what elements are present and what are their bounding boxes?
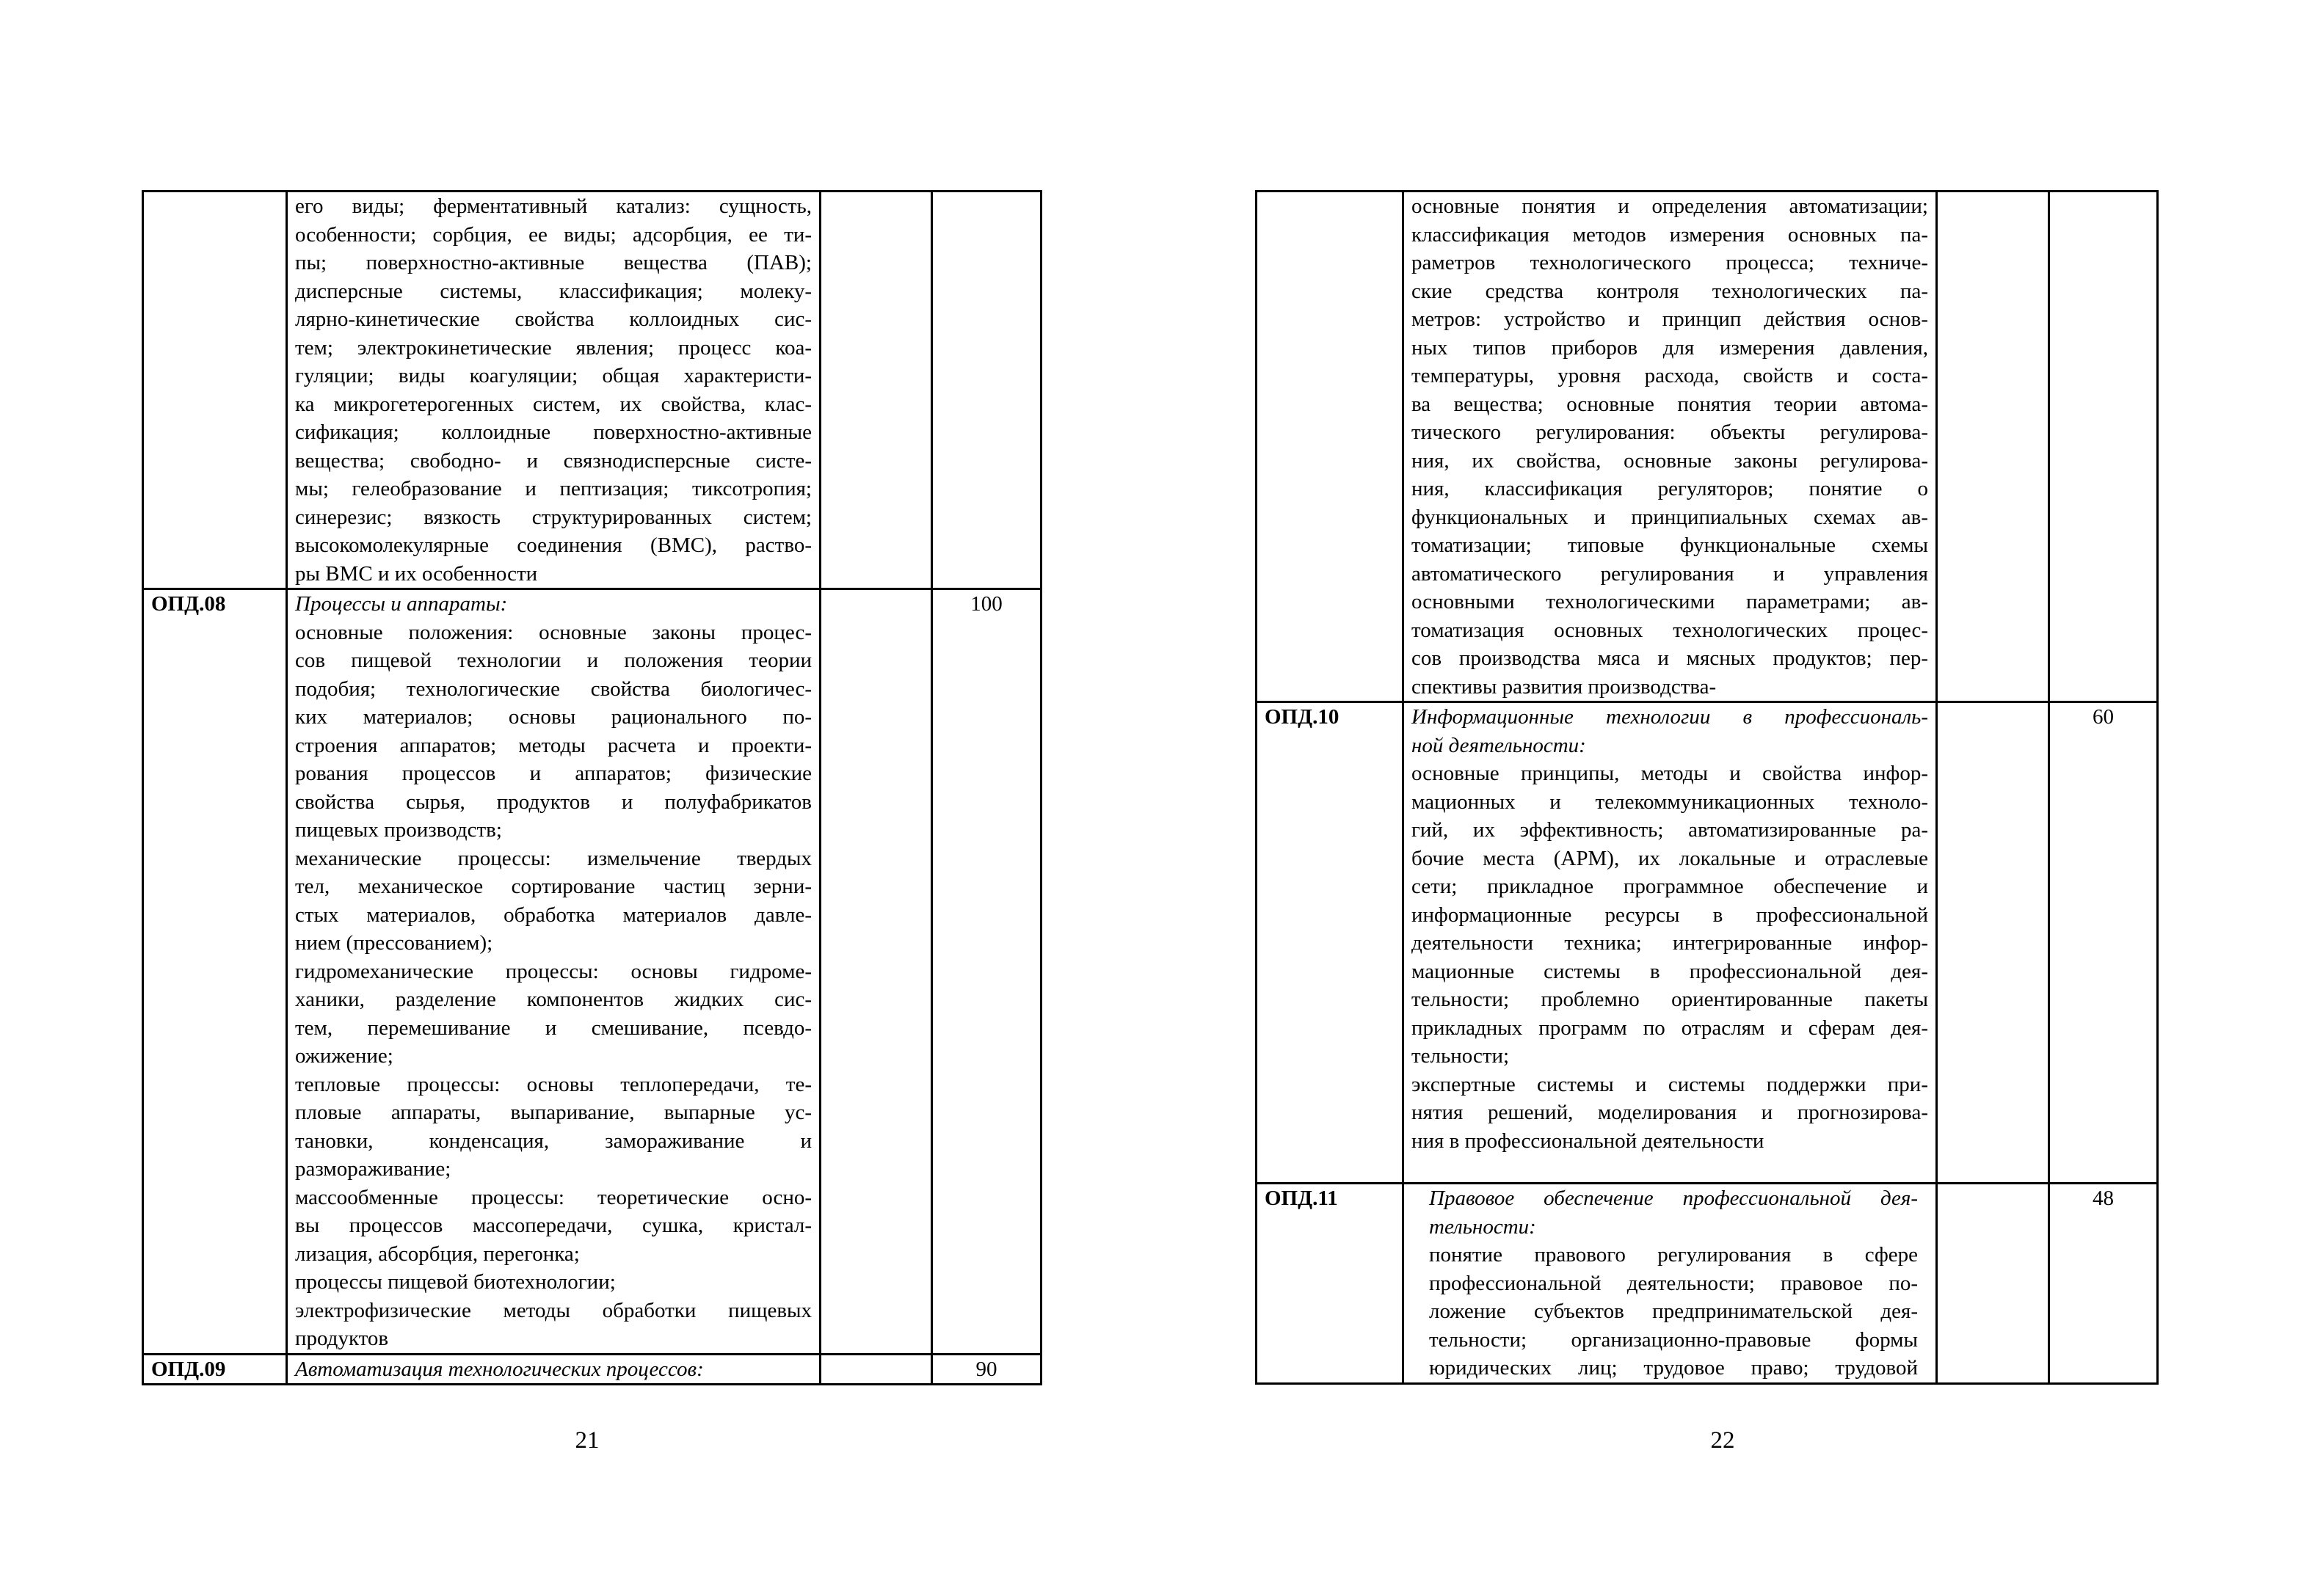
table-row: [1257, 192, 2158, 702]
discipline-code: [143, 192, 287, 589]
empty-cell: [1937, 702, 2049, 1184]
content-line: основные положения: основные законы процес-: [295, 620, 812, 644]
page-22: [1156, 0, 2312, 1596]
content-line: ложение субъектов предпринимательской дея-: [1429, 1300, 1918, 1323]
content-line: вы процессов массопередачи, сушка, кристал-: [295, 1214, 812, 1237]
discipline-content: [287, 1354, 821, 1385]
content-line: нятия решений, моделирования и прогнозирова-: [1411, 1101, 1928, 1124]
content-line: рования процессов и аппаратов; физические: [295, 762, 812, 785]
content-line: юридических лиц; трудовое право; трудовой: [1429, 1356, 1918, 1380]
content-line: сети; прикладное программное обеспечение и: [1411, 875, 1928, 898]
discipline-title: Информационные технологии в профессиональ-: [1411, 705, 1928, 729]
discipline-title: тельности:: [1429, 1214, 1536, 1239]
content-line: понятие правового регулирования в сфере: [1429, 1243, 1918, 1267]
content-line: тельности;: [1411, 1044, 1510, 1068]
content-line: мы; гелеобразование и пептизация; тиксотропия;: [295, 477, 812, 500]
content-line: основные принципы, методы и свойства инфор-: [1411, 762, 1928, 785]
content-line: температуры, уровня расхода, свойств и соста-: [1411, 364, 1928, 387]
hours-cell: [932, 192, 1042, 589]
content-line: ния в профессиональной деятельности: [1411, 1129, 1764, 1153]
content-line: лизация, абсорбция, перегонка;: [295, 1242, 580, 1266]
content-line: профессиональной деятельности; правовое по-: [1429, 1271, 1918, 1295]
content-line: тел, механическое сортирование частиц зерни-: [295, 875, 812, 898]
curriculum-table: [1255, 190, 2159, 1385]
empty-cell: [821, 192, 932, 589]
content-line: ские средства контроля технологических па-: [1411, 279, 1928, 303]
content-line: основные понятия и определения автоматизации;: [1411, 194, 1928, 218]
content-line: спективы развития производства-: [1411, 674, 1717, 699]
content-line: гий, их эффективность; автоматизированные ра-: [1411, 818, 1928, 842]
discipline-title: Правовое обеспечение профессиональной дея-: [1429, 1187, 1918, 1210]
empty-cell: [821, 589, 932, 1355]
discipline-content: [287, 192, 821, 589]
content-line: прикладных программ по отраслям и сферам дея-: [1411, 1016, 1928, 1040]
content-line: экспертные системы и системы поддержки при-: [1411, 1072, 1928, 1096]
content-line: пловые аппараты, выпаривание, выпарные ус-: [295, 1101, 812, 1124]
content-line: сов пищевой технологии и положения теории: [295, 649, 812, 672]
discipline-content: [1403, 1184, 1937, 1384]
hours-cell: 90: [932, 1354, 1042, 1385]
content-line: подобия; технологические свойства биологичес-: [295, 677, 812, 701]
content-line: массообменные процессы: теоретические осно-: [295, 1185, 812, 1209]
empty-cell: [1937, 1184, 2049, 1384]
content-line: ка микрогетерогенных систем, их свойства, клас-: [295, 392, 812, 416]
discipline-code: [1257, 192, 1403, 702]
empty-cell: [1937, 192, 2049, 702]
content-line: томатизация основных технологических процес-: [1411, 618, 1928, 642]
content-line: электрофизические методы обработки пищевых: [295, 1298, 812, 1322]
content-line: тановки, конденсация, замораживание и: [295, 1129, 812, 1153]
content-line: особенности; сорбция, ее виды; адсорбция, ее ти-: [295, 222, 812, 247]
empty-cell: [821, 1354, 932, 1385]
discipline-content: [1403, 192, 1937, 702]
table-row: [143, 1354, 1042, 1385]
table-row: [143, 192, 1042, 589]
content-line: тельности; организационно-правовые формы: [1429, 1327, 1918, 1352]
page-number: 22: [1710, 1427, 1735, 1454]
discipline-code: ОПД.09: [143, 1354, 287, 1385]
hours-cell: 100: [932, 589, 1042, 1355]
table-row: [1257, 1184, 2158, 1384]
content-line: тем, перемешивание и смешивание, псевдо-: [295, 1016, 812, 1040]
content-line: ких материалов; основы рационального по-: [295, 705, 812, 729]
content-line: ных типов приборов для измерения давления,: [1411, 335, 1928, 360]
content-line: классификация методов измерения основных па-: [1411, 222, 1928, 247]
content-line: сификация; коллоидные поверхностно-активные: [295, 420, 812, 444]
content-line: бочие места (АРМ), их локальные и отраслевые: [1411, 846, 1928, 870]
discipline-title: Автоматизация технологических процессов:: [295, 1357, 704, 1381]
discipline-content: [1403, 702, 1937, 1184]
table-row: [143, 589, 1042, 1355]
content-line: свойства сырья, продуктов и полуфабрикатов: [295, 790, 812, 814]
content-line: мационные системы в профессиональной дея-: [1411, 959, 1928, 983]
discipline-title: ной деятельности:: [1411, 733, 1586, 757]
page-number: 21: [575, 1427, 600, 1454]
content-line: тем; электрокинетические явления; процесс коа-: [295, 335, 812, 360]
content-line: ры ВМС и их особенности: [295, 561, 538, 586]
content-line: гуляции; виды коагуляции; общая характеристи-: [295, 364, 812, 387]
content-line: ва вещества; основные понятия теории автома-: [1411, 392, 1928, 416]
discipline-title: Процессы и аппараты:: [295, 592, 508, 616]
content-line: лярно-кинетические свойства коллоидных сис-: [295, 307, 812, 331]
content-line: мационных и телекоммуникационных техноло-: [1411, 790, 1928, 814]
content-line: строения аппаратов; методы расчета и проекти-: [295, 733, 812, 757]
content-line: автоматического регулирования и управления: [1411, 561, 1928, 586]
content-line: деятельности техника; интегрированные инфор-: [1411, 931, 1928, 955]
discipline-code: ОПД.11: [1257, 1184, 1403, 1384]
content-line: стых материалов, обработка материалов давле-: [295, 903, 812, 927]
hours-cell: 60: [2049, 702, 2158, 1184]
content-line: пы; поверхностно-активные вещества (ПАВ);: [295, 251, 812, 274]
curriculum-table: [142, 190, 1042, 1385]
hours-cell: 48: [2049, 1184, 2158, 1384]
content-line: ханики, разделение компонентов жидких сис-: [295, 988, 812, 1011]
content-line: тического регулирования: объекты регулирова-: [1411, 420, 1928, 444]
content-line: раметров технологического процесса; техниче-: [1411, 251, 1928, 274]
discipline-content: [287, 589, 821, 1355]
discipline-code: ОПД.08: [143, 589, 287, 1355]
content-line: гидромеханические процессы: основы гидроме-: [295, 959, 812, 983]
content-line: продуктов: [295, 1327, 389, 1350]
content-line: сов производства мяса и мясных продуктов; пер-: [1411, 646, 1928, 670]
content-line: метров: устройство и принцип действия основ-: [1411, 307, 1928, 331]
hours-cell: [2049, 192, 2158, 702]
content-line: тельности; проблемно ориентированные пакеты: [1411, 988, 1928, 1011]
discipline-code: ОПД.10: [1257, 702, 1403, 1184]
content-line: механические процессы: измельчение твердых: [295, 846, 812, 870]
content-line: функциональных и принципиальных схемах ав-: [1411, 505, 1928, 529]
content-line: высокомолекулярные соединения (ВМС), раство-: [295, 533, 812, 557]
content-line: вещества; свободно- и связнодисперсные систе-: [295, 448, 812, 473]
content-line: томатизации; типовые функциональные схемы: [1411, 533, 1928, 557]
table-row: [1257, 702, 2158, 1184]
content-line: размораживание;: [295, 1157, 451, 1181]
content-line: ния, классификация регуляторов; понятие о: [1411, 477, 1928, 500]
content-line: ожижение;: [295, 1044, 393, 1068]
content-line: ния, их свойства, основные законы регулирова-: [1411, 448, 1928, 473]
content-line: дисперсные системы, классификация; молеку-: [295, 279, 812, 303]
content-line: нием (прессованием);: [295, 931, 493, 955]
content-line: процессы пищевой биотехнологии;: [295, 1270, 616, 1294]
content-line: тепловые процессы: основы теплопередачи, те-: [295, 1072, 812, 1096]
content-line: пищевых производств;: [295, 818, 502, 842]
content-line: синерезис; вязкость структурированных систем;: [295, 505, 812, 529]
content-line: его виды; ферментативный катализ: сущность,: [295, 194, 812, 218]
content-line: информационные ресурсы в профессиональной: [1411, 903, 1928, 927]
content-line: основными технологическими параметрами; ав-: [1411, 590, 1928, 613]
